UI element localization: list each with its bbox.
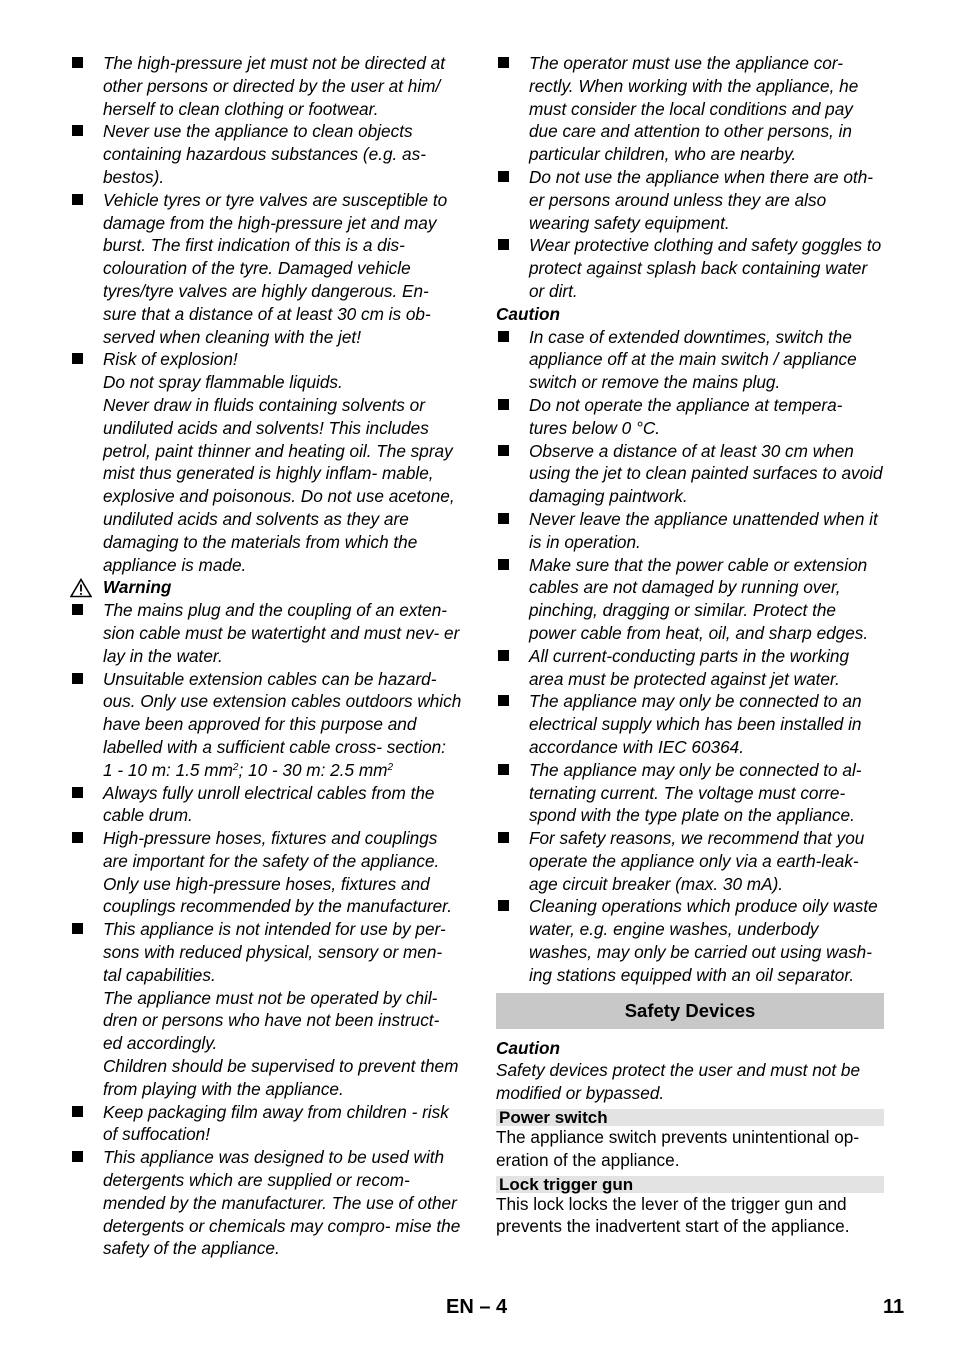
bullet-item <box>496 690 884 758</box>
bullet-text: The high-pressure jet must not be directed at other persons or directed by the user at him/ herself to clean clothing or footwear. <box>103 53 446 119</box>
bullet-item <box>496 645 884 691</box>
bullet-item <box>496 234 884 302</box>
square-bullet-icon <box>72 353 83 364</box>
bullet-item <box>496 895 884 986</box>
warning-bullet-list <box>70 599 462 1260</box>
warning-label: Warning <box>103 577 172 598</box>
page-label: EN – 4 <box>446 1296 508 1318</box>
square-bullet-icon <box>72 194 83 205</box>
square-bullet-icon <box>498 57 509 68</box>
bullet-text: Make sure that the power cable or extension cables are not damaged by running over, pinching, dragging or similar. Protect the power cable from heat, oil, and sharp edges. <box>529 554 869 643</box>
power-switch-text: The appliance switch prevents unintentional op- eration of the appliance. <box>496 1127 860 1170</box>
bullet-item <box>70 668 462 782</box>
bullet-item <box>70 782 462 828</box>
left-bullet-list <box>70 52 462 576</box>
power-switch-heading: Power switch <box>496 1109 884 1126</box>
bullet-item <box>496 326 884 394</box>
bullet-item <box>70 348 462 576</box>
bullet-text: The appliance may only be connected to an electrical supply which has been installed in accordance with IEC 60364. <box>529 691 862 757</box>
bullet-text: Wear protective clothing and safety goggles to protect against splash back containing water or dirt. <box>529 235 882 301</box>
page-number: 11 <box>883 1296 905 1318</box>
cable-spec <box>103 759 462 782</box>
square-bullet-icon <box>72 923 83 934</box>
square-bullet-icon <box>72 1106 83 1117</box>
square-bullet-icon <box>72 125 83 136</box>
bullet-text: Do not use the appliance when there are oth- er persons around unless they are also wearing safety equipment. <box>529 166 873 233</box>
bullet-item <box>70 1101 462 1147</box>
warning-heading <box>70 576 462 599</box>
square-bullet-icon <box>498 239 509 250</box>
bullet-text: Never use the appliance to clean objects containing hazardous substances (e.g. as- bestos). <box>103 121 426 187</box>
square-bullet-icon <box>72 673 83 684</box>
square-bullet-icon <box>72 604 83 615</box>
square-bullet-icon <box>498 900 509 911</box>
bullet-item <box>70 918 462 1100</box>
bullet-text: Never draw in fluids containing solvents or undiluted acids and solvents! This includes petrol, paint thinner and heating oil. The spray mist thus generated is highly inflam- mable, explosive and poisonous. Do not use acetone, undiluted acids and solvents as they are damaging to the materials from which the appliance is made. <box>103 394 455 575</box>
bullet-item <box>496 440 884 508</box>
bullet-text: For safety reasons, we recommend that you operate the appliance only via a earth-leak- age circuit breaker (max. 30 mA). <box>529 828 865 894</box>
square-bullet-icon <box>498 445 509 456</box>
bullet-text: Do not operate the appliance at tempera- tures below 0 °C. <box>529 394 843 438</box>
bullet-text: Keep packaging film away from children - risk of suffocation! <box>103 1101 449 1145</box>
lock-trigger-gun-heading: Lock trigger gun <box>496 1176 884 1193</box>
square-bullet-icon <box>498 171 509 182</box>
bullet-text: This appliance was designed to be used with detergents which are supplied or recom- mended by the manufacturer. The use of other detergents or chemicals may compro- mise the safety of the appliance. <box>103 1147 461 1259</box>
bullet-text: The operator must use the appliance cor- rectly. When working with the appliance, he must consider the local conditions and pay due care and attention to other persons, in particular children, who are nearby. <box>529 53 859 165</box>
warning-triangle-icon <box>70 578 92 598</box>
bullet-text: The appliance must not be operated by chil- dren or persons who have not been instruct- ed accordingly. <box>103 987 440 1054</box>
section-caution-text: Safety devices protect the user and must not be modified or bypassed. <box>496 1060 861 1104</box>
bullet-item <box>70 52 462 120</box>
superscript: 2 <box>387 761 394 773</box>
right-bullet-list <box>496 52 884 303</box>
right-column <box>496 52 884 1238</box>
bullet-item <box>70 120 462 188</box>
bullet-text: All current-conducting parts in the working area must be protected against jet water. <box>529 645 850 689</box>
caution-bullet-list <box>496 326 884 987</box>
section-caution-heading: Caution <box>496 1037 560 1058</box>
bullet-text: Risk of explosion! <box>103 349 238 370</box>
bullet-text: Unsuitable extension cables can be hazard- ous. Only use extension cables outdoors which have been approved for this purpose and labelled with a sufficient cable cross- section: <box>103 668 462 757</box>
cable-spec-a: 1 - 10 m: 1.5 mm <box>103 759 233 780</box>
square-bullet-icon <box>498 399 509 410</box>
left-column <box>70 52 462 1260</box>
bullet-item <box>496 759 884 827</box>
square-bullet-icon <box>498 832 509 843</box>
bullet-text: Children should be supervised to prevent them from playing with the appliance. <box>103 1056 459 1099</box>
square-bullet-icon <box>498 559 509 570</box>
bullet-text: Vehicle tyres or tyre valves are susceptible to damage from the high-pressure jet and may burst. The first indication of this is a dis- colouration of the tyre. Damaged vehicle tyres/tyre valves are highly dangerous. En- sure that a distance of at least 30 cm is ob- served when cleaning with the jet! <box>103 189 448 347</box>
square-bullet-icon <box>72 832 83 843</box>
bullet-text: Do not spray flammable liquids. <box>103 372 343 393</box>
bullet-item <box>70 1146 462 1260</box>
bullet-text: High-pressure hoses, fixtures and couplings are important for the safety of the appliance. Only use high-pressure hoses, fixtures and couplings recommended by the manufacturer. <box>103 828 453 917</box>
bullet-item <box>496 52 884 166</box>
square-bullet-icon <box>72 57 83 68</box>
bullet-item <box>70 599 462 667</box>
square-bullet-icon <box>498 650 509 661</box>
cable-spec-b: ; 10 - 30 m: 2.5 mm <box>238 759 388 780</box>
bullet-item <box>496 394 884 440</box>
safety-devices-heading: Safety Devices <box>496 993 884 1029</box>
bullet-text: In case of extended downtimes, switch the appliance off at the main switch / appliance switch or remove the mains plug. <box>529 326 857 393</box>
bullet-item <box>496 166 884 234</box>
lock-trigger-gun-text: This lock locks the lever of the trigger gun and prevents the inadvertent start of the appliance. <box>496 1193 850 1237</box>
bullet-text: Cleaning operations which produce oily waste water, e.g. engine washes, underbody washes, may only be carried out using wash- ing stations equipped with an oil separator. <box>529 896 878 985</box>
bullet-text: This appliance is not intended for use by per- sons with reduced physical, sensory or men- tal capabilities. <box>103 919 446 985</box>
square-bullet-icon <box>72 787 83 798</box>
bullet-item <box>496 554 884 645</box>
bullet-item <box>496 827 884 895</box>
square-bullet-icon <box>498 513 509 524</box>
bullet-item <box>496 508 884 554</box>
bullet-item <box>70 189 462 349</box>
superscript: 2 <box>232 761 239 773</box>
bullet-text: The appliance may only be connected to al- ternating current. The voltage must corre- spond with the type plate on the appliance. <box>529 759 862 826</box>
square-bullet-icon <box>72 1151 83 1162</box>
bullet-text: Always fully unroll electrical cables from the cable drum. <box>103 782 435 826</box>
bullet-text: Observe a distance of at least 30 cm when using the jet to clean painted surfaces to avoid damaging paintwork. <box>529 440 883 507</box>
square-bullet-icon <box>498 695 509 706</box>
square-bullet-icon <box>498 764 509 775</box>
bullet-text: The mains plug and the coupling of an exten- sion cable must be watertight and must nev- er lay in the water. <box>103 600 460 666</box>
caution-heading: Caution <box>496 303 560 324</box>
bullet-item <box>70 827 462 918</box>
bullet-text: Never leave the appliance unattended when it is in operation. <box>529 508 878 552</box>
square-bullet-icon <box>498 331 509 342</box>
